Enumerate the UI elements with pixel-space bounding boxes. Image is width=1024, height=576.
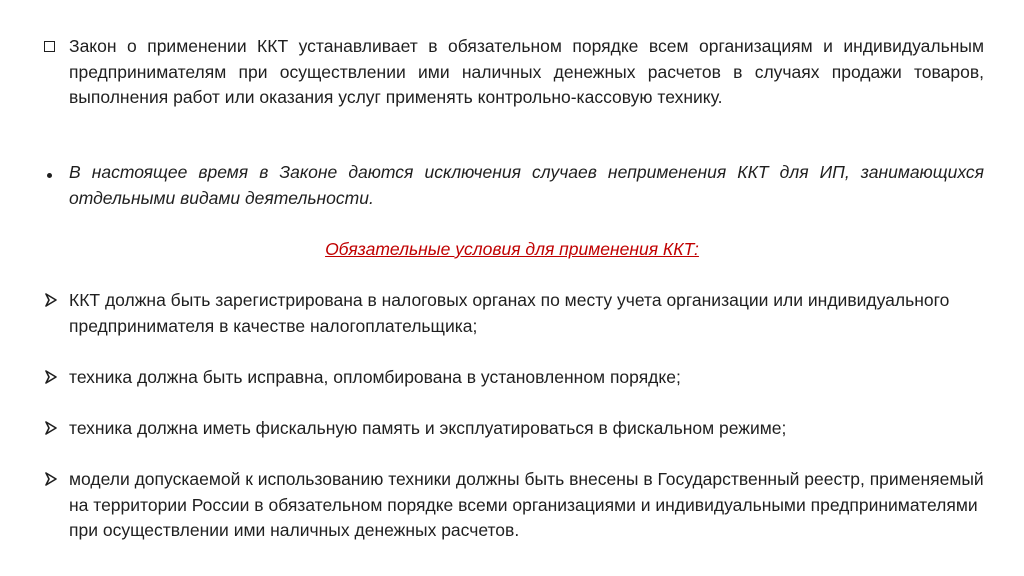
paragraph-law: Закон о применении ККТ устанавливает в обязательном порядке всем организациям и индивидуальным предпринимателям при осуществлении ими наличных денежных расчетов в случаях продажи товаров, выполнения работ или оказания услуг применять контрольно-кассовую технику.	[69, 36, 984, 107]
paragraph-exceptions: В настоящее время в Законе даются исключения случаев неприменения ККТ для ИП, занимающихся отдельными видами деятельности.	[69, 162, 984, 208]
condition-text: модели допускаемой к использованию техники должны быть внесены в Государственный реестр, применяемый на территории России в обязательном порядке всеми организациями и индивидуальными предпринимателями при осуществлении ими наличных денежных расчетов.	[69, 469, 984, 540]
list-item-condition-2	[44, 365, 984, 391]
list-item-condition-3	[44, 416, 984, 442]
condition-text: ККТ должна быть зарегистрирована в налоговых органах по месту учета организации или индивидуального предпринимателя в качестве налогоплательщика;	[69, 290, 950, 336]
square-checkbox-icon	[44, 34, 68, 60]
list-item-condition-4	[44, 467, 984, 544]
condition-text: техника должна иметь фискальную память и эксплуатироваться в фискальном режиме;	[69, 418, 787, 438]
arrow-bullet-icon	[44, 365, 68, 392]
condition-text: техника должна быть исправна, опломбирована в установленном порядке;	[69, 367, 681, 387]
list-item-condition-1	[44, 288, 984, 339]
arrow-bullet-icon	[44, 288, 68, 315]
list-item-exceptions	[44, 160, 984, 211]
list-item-law	[44, 34, 984, 111]
section-heading: Обязательные условия для применения ККТ:	[325, 239, 699, 259]
dot-bullet-icon	[44, 160, 68, 186]
arrow-bullet-icon	[44, 467, 68, 494]
arrow-bullet-icon	[44, 416, 68, 443]
